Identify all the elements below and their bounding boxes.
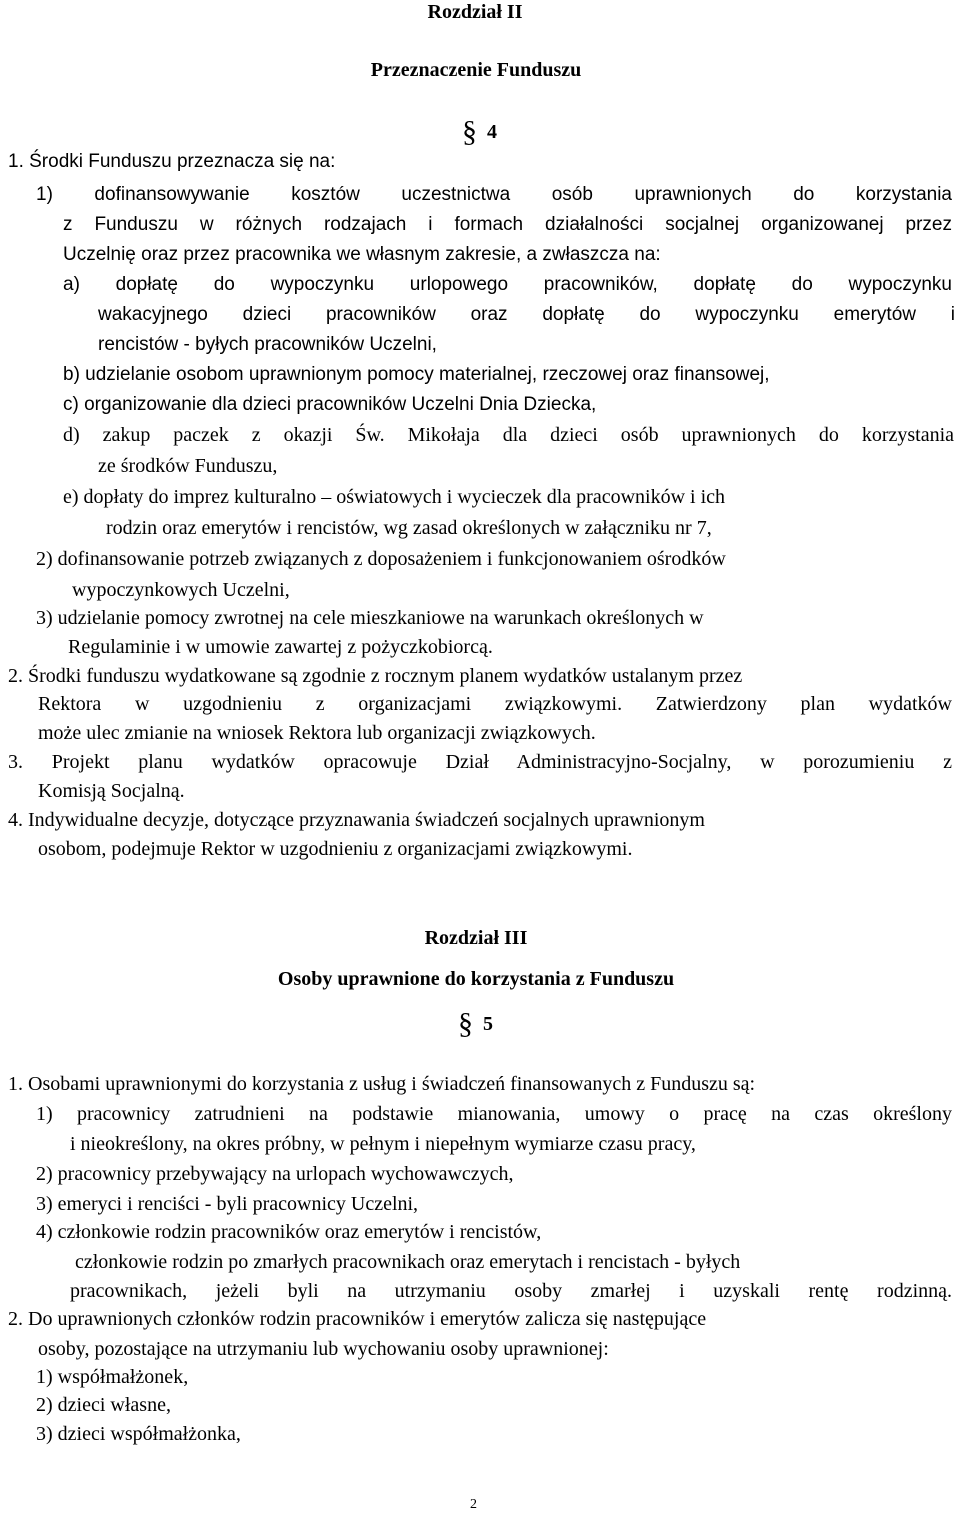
text-line: pracownikach, jeżeli byli na utrzymaniu osoby zmarłej i uzyskali rentę rodzinną. xyxy=(70,1280,952,1302)
text-line: c) organizowanie dla dzieci pracowników Uczelni Dnia Dziecka, xyxy=(63,394,597,415)
paragraph-heading xyxy=(462,115,497,148)
text-line: ze środków Funduszu, xyxy=(98,455,278,477)
chapter-subtitle: Przeznaczenie Funduszu xyxy=(370,59,582,81)
section-sign: § xyxy=(458,1007,473,1040)
text-line: Uczelnię oraz przez pracownika we własnym zakresie, a zwłaszcza na: xyxy=(63,244,661,265)
page-number: 2 xyxy=(470,1497,477,1512)
text-line: d) zakup paczek z okazji Św. Mikołaja dla dzieci osób uprawnionych do korzystania xyxy=(63,424,954,446)
paragraph-number: 5 xyxy=(483,1013,493,1035)
text-line: 2. Środki funduszu wydatkowane są zgodnie z rocznym planem wydatków ustalanym przez xyxy=(8,665,743,687)
text-line: 2. Do uprawnionych członków rodzin pracowników i emerytów zalicza się następujące xyxy=(8,1308,707,1330)
text-line: 3) emeryci i renciści - byli pracownicy Uczelni, xyxy=(36,1193,419,1215)
text-line: z Funduszu w różnych rodzajach i formach działalności socjalnej organizowanej przez xyxy=(63,214,952,235)
text-line: 1) pracownicy zatrudnieni na podstawie mianowania, umowy o pracę na czas określony xyxy=(36,1103,952,1125)
text-line: Regulaminie i w umowie zawartej z pożyczkobiorcą. xyxy=(68,636,493,658)
text-line: 3. Projekt planu wydatków opracowuje Dział Administracyjno-Socjalny, w porozumieniu z xyxy=(8,751,952,773)
text-line: 2) dofinansowanie potrzeb związanych z doposażeniem i funkcjonowaniem ośrodków xyxy=(36,548,726,570)
text-line: b) udzielanie osobom uprawnionym pomocy materialnej, rzeczowej oraz finansowej, xyxy=(63,364,770,385)
text-line: 3) udzielanie pomocy zwrotnej na cele mieszkaniowe na warunkach określonych w xyxy=(36,607,704,629)
text-line: 1) dofinansowywanie kosztów uczestnictwa osób uprawnionych do korzystania xyxy=(36,184,952,205)
text-line: 4. Indywidualne decyzje, dotyczące przyznawania świadczeń socjalnych uprawnionym xyxy=(8,809,705,831)
text-line: 3) dzieci współmałżonka, xyxy=(36,1423,241,1445)
text-line: rencistów - byłych pracowników Uczelni, xyxy=(98,334,437,355)
text-line: i nieokreślony, na okres próbny, w pełnym i niepełnym wymiarze czasu pracy, xyxy=(70,1133,696,1155)
paragraph-heading xyxy=(458,1007,493,1040)
chapter-title: Rozdział III xyxy=(424,927,528,949)
chapter-title: Rozdział II xyxy=(427,1,523,23)
text-line: rodzin oraz emerytów i rencistów, wg zasad określonych w załączniku nr 7, xyxy=(106,517,712,539)
text-line: 2) dzieci własne, xyxy=(36,1394,171,1416)
text-line: wakacyjnego dzieci pracowników oraz dopłatę do wypoczynku emerytów i xyxy=(98,304,955,325)
text-line: osoby, pozostające na utrzymaniu lub wychowaniu osoby uprawnionej: xyxy=(38,1338,609,1360)
text-line: Rektora w uzgodnieniu z organizacjami związkowymi. Zatwierdzony plan wydatków xyxy=(38,693,952,715)
text-line: Komisją Socjalną. xyxy=(38,780,185,802)
text-line: 1. Środki Funduszu przeznacza się na: xyxy=(8,151,336,172)
text-line: członkowie rodzin po zmarłych pracownikach oraz emerytach i rencistach - byłych xyxy=(75,1251,741,1273)
text-line: 2) pracownicy przebywający na urlopach wychowawczych, xyxy=(36,1163,514,1185)
text-line: e) dopłaty do imprez kulturalno – oświatowych i wycieczek dla pracowników i ich xyxy=(63,486,726,508)
text-line: osobom, podejmuje Rektor w uzgodnieniu z organizacjami związkowymi. xyxy=(38,838,633,860)
chapter-subtitle: Osoby uprawnione do korzystania z Funduszu xyxy=(277,968,675,990)
text-line: 1) współmałżonek, xyxy=(36,1366,189,1388)
text-line: może ulec zmianie na wniosek Rektora lub organizacji związkowych. xyxy=(38,722,596,744)
paragraph-number: 4 xyxy=(487,121,497,143)
section-sign: § xyxy=(462,115,477,148)
text-line: a) dopłatę do wypoczynku urlopowego pracowników, dopłatę do wypoczynku xyxy=(63,274,952,295)
text-line: 4) członkowie rodzin pracowników oraz emerytów i rencistów, xyxy=(36,1221,542,1243)
text-line: wypoczynkowych Uczelni, xyxy=(72,579,290,601)
text-line: 1. Osobami uprawnionymi do korzystania z usług i świadczeń finansowanych z Funduszu są: xyxy=(8,1073,756,1095)
